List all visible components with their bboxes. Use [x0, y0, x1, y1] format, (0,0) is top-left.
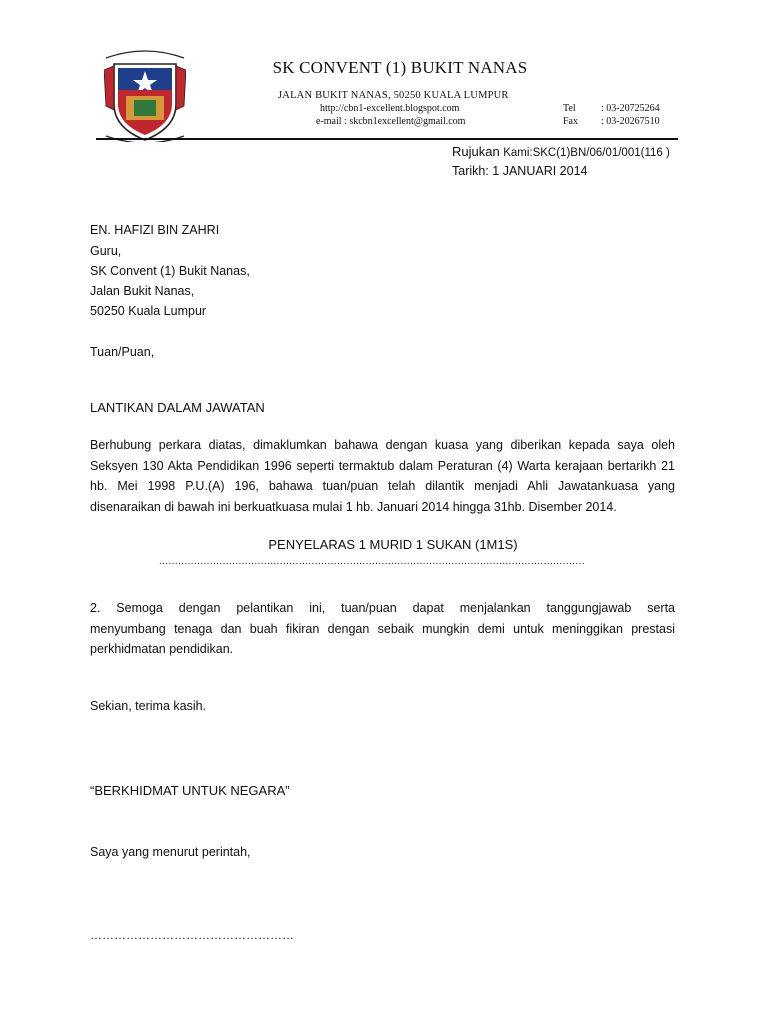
school-website: http://cbn1-excellent.blogspot.com: [320, 103, 460, 114]
position-title: PENYELARAS 1 MURID 1 SUKAN (1M1S): [268, 537, 518, 552]
salutation: Tuan/Puan,: [90, 345, 155, 359]
paragraph-line: Seksyen 130 Akta Pendidikan 1996 seperti termaktub dalam Peraturan (4) Warta kerajaan bertarikh 21: [90, 458, 675, 473]
paragraph-line: disenaraikan di bawah ini berkuatkuasa mulai 1 hb. Januari 2014 hingga 31hb. Disember 2014.: [90, 499, 617, 514]
reference-line: [452, 144, 670, 159]
paragraph-line: 2. Semoga dengan pelantikan ini, tuan/puan dapat menjalankan tanggungjawab serta: [90, 601, 675, 615]
letterhead-divider: [96, 138, 678, 140]
recipient-name: EN. HAFIZI BIN ZAHRI: [90, 223, 220, 237]
tel-number: : 03-20725264: [601, 103, 660, 114]
letter-subject: LANTIKAN DALAM JAWATAN: [90, 400, 265, 415]
reference-label: Rujukan: [452, 144, 500, 159]
letter-date: Tarikh: 1 JANUARI 2014: [452, 164, 588, 178]
paragraph-line: menyumbang tenaga dan buah fikiran dengan sebaik mungkin demi untuk meninggikan prestasi: [90, 621, 675, 636]
closing-remark: Sekian, terima kasih.: [90, 699, 207, 713]
school-email: e-mail : skcbn1excellent@gmail.com: [316, 116, 466, 127]
motto: “BERKHIDMAT UNTUK NEGARA”: [90, 783, 290, 798]
school-name: SK CONVENT (1) BUKIT NANAS: [272, 58, 528, 77]
fax-number: : 03-20267510: [601, 116, 660, 127]
paragraph-hope: [90, 598, 675, 660]
dotted-line: ......................................................................................................................................: [159, 556, 585, 567]
school-address: JALAN BUKIT NANAS, 50250 KUALA LUMPUR: [278, 90, 509, 101]
paragraph-appointment: [90, 435, 675, 517]
paragraph-line: Berhubung perkara diatas, dimaklumkan bahawa dengan kuasa yang diberikan kepada saya oleh: [90, 438, 675, 452]
recipient-title: Guru,: [90, 244, 122, 258]
tel-label: Tel: [563, 103, 576, 114]
paragraph-line: hb. Mei 1998 P.U.(A) 196, bahawa tuan/puan telah dilantik menjadi Ahli Jawatankuasa yang: [90, 479, 675, 493]
signature-line: ……………………………………………: [90, 928, 294, 942]
paragraph-line: perkhidmatan pendidikan.: [90, 642, 234, 656]
fax-label: Fax: [563, 116, 578, 127]
recipient-address-line: SK Convent (1) Bukit Nanas,: [90, 264, 250, 278]
signoff-line: Saya yang menurut perintah,: [90, 845, 251, 859]
reference-number: Kami:SKC(1)BN/06/01/001(116 ): [503, 147, 670, 159]
recipient-address-line: 50250 Kuala Lumpur: [90, 304, 207, 318]
recipient-address-line: Jalan Bukit Nanas,: [90, 284, 195, 298]
